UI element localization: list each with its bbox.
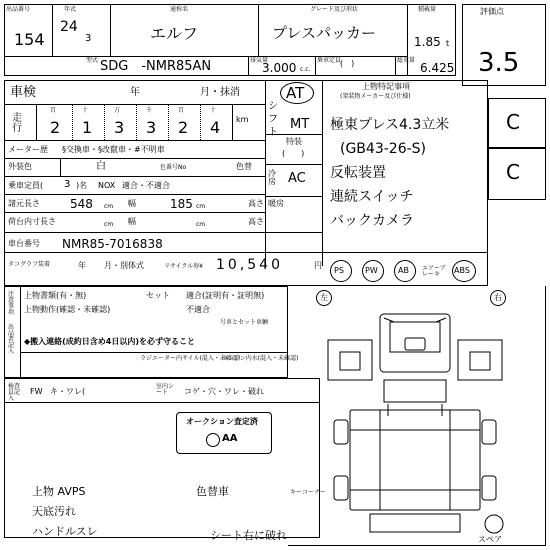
- handwritten-note: シート右に破れ: [210, 529, 287, 542]
- gvw: 6.425: [420, 61, 455, 75]
- score-label: 評価点: [480, 7, 504, 16]
- capacity-label: 乗車定員: [317, 57, 342, 64]
- unfit-label: 不適合: [186, 305, 210, 314]
- feature-line: (GB43-26-S): [340, 141, 426, 157]
- mileage-label: 走行: [12, 113, 22, 134]
- recycle-value: 10,540: [216, 257, 283, 273]
- width-label: 幅: [128, 199, 136, 208]
- digit-header: 十: [82, 107, 89, 114]
- engine: エンジン内水(混入・未確認): [222, 355, 299, 362]
- set-label: セット: [146, 291, 170, 300]
- digit-header: 十: [210, 107, 217, 114]
- length-value: 548: [70, 197, 93, 211]
- shaken-year: 年: [130, 87, 140, 98]
- warning: ◆搬入連絡(成約日含め4日以内)を必ず守ること: [24, 337, 196, 346]
- seat-label: 室内シート: [156, 383, 175, 396]
- abs-label: ABS: [454, 266, 470, 275]
- notes-vertical-label: 注意事項: [8, 291, 15, 316]
- loadcap-unit: t: [446, 39, 450, 48]
- seat-options: コゲ・穴・ワレ・破れ: [184, 387, 264, 396]
- mileage-digit: 4: [210, 118, 221, 137]
- exterior-score: C: [506, 160, 520, 184]
- right-label: 右: [494, 293, 502, 302]
- cm-1: cm: [104, 203, 114, 210]
- pw-label: PW: [365, 266, 378, 275]
- notes-vertical-label-2: 出品者記入: [8, 324, 15, 355]
- heater-label: 暖房: [268, 199, 284, 208]
- digit-header: 百: [178, 107, 185, 114]
- mileage-digit: 1: [82, 118, 93, 137]
- passengers-label: 乗車定員(: [8, 181, 44, 190]
- auction-brand: AA: [222, 433, 238, 444]
- nox-options: 適合・不適合: [122, 181, 170, 190]
- fit-label: 適合(証明有・証明無): [186, 291, 265, 300]
- model-label: 型式: [86, 57, 99, 64]
- lot-label: 出品番号: [6, 6, 31, 13]
- inspector-label: 検査員記入: [8, 383, 21, 402]
- cm-5: cm: [196, 221, 206, 228]
- score-value: 3.5: [478, 48, 520, 78]
- color-change: 色替: [236, 162, 252, 171]
- handwritten-note: ハンドルスレ: [32, 525, 98, 538]
- passengers-unit: )名: [76, 181, 88, 190]
- loadcap-label: 積載量: [418, 6, 437, 13]
- year-month: 3: [85, 33, 92, 44]
- fuel-mark: ( ): [340, 59, 355, 68]
- header-frame: [4, 4, 456, 76]
- mileage-digit: 3: [146, 118, 157, 137]
- feature-line: 極東プレス4.3立米: [330, 117, 450, 133]
- loadcap: 1.85: [414, 35, 441, 49]
- glass-options: キ・ワレ(: [50, 387, 86, 396]
- radiator: ラジエーター内サイル(混入・未確認): [140, 355, 241, 362]
- car-name-label: 通称名: [170, 6, 189, 13]
- interior-score: C: [506, 110, 520, 134]
- color-num-label: 色番号No: [160, 164, 187, 171]
- dim-label: 諸元長さ: [8, 199, 40, 208]
- keeper-label: キーコーナー: [290, 489, 327, 496]
- set-note: 号車とセット車輌: [220, 319, 269, 326]
- recycle-label: リサイクル券¥: [164, 263, 203, 270]
- op-label: 上物動作(確認・未確認): [24, 305, 111, 314]
- tacho-label: タコグラフ装着: [8, 261, 51, 268]
- width-value: 185: [170, 197, 193, 211]
- grade: プレスパッカー: [272, 24, 376, 42]
- ps-label: PS: [334, 266, 344, 275]
- year-label: 年式: [64, 6, 77, 13]
- grade-label: グレード及び形状: [310, 6, 359, 13]
- digit-header: 万: [114, 107, 121, 114]
- shaken-month: 月・抹消: [200, 87, 240, 98]
- shift-mt: MT: [290, 117, 310, 132]
- features-subtitle: (架装物メーカー及び仕様): [340, 93, 411, 100]
- auction-logo-icon: [206, 433, 220, 447]
- tacho-year: 年: [78, 261, 86, 270]
- cooler-label: 冷房: [268, 169, 276, 186]
- at-circle: [280, 82, 314, 104]
- height-label: 高さ: [248, 199, 264, 208]
- mileage-digit: 2: [50, 118, 61, 137]
- ac-value: AC: [288, 171, 306, 186]
- cargo-label: 荷台内寸長さ: [8, 217, 56, 226]
- meter-label: メーター歴: [8, 145, 48, 154]
- air-brake-label: エアーブレーキ: [422, 265, 446, 278]
- lot-number: 154: [14, 30, 45, 49]
- left-label: 左: [320, 293, 328, 302]
- chassis-label: 車台番号: [8, 239, 40, 248]
- cargo-height: 高さ: [248, 217, 264, 226]
- color-label: 外装色: [8, 162, 32, 171]
- ab-label: AB: [398, 266, 409, 275]
- recycle-unit: 円: [314, 261, 322, 270]
- handwritten-note: 色替車: [196, 485, 229, 498]
- year-era: 24: [60, 19, 78, 35]
- spare-label: スペア: [478, 535, 502, 544]
- cm-4: cm: [104, 221, 114, 228]
- feature-line: 連続スイッチ: [330, 189, 414, 205]
- features-title: 上物特記事項: [362, 82, 410, 91]
- displacement: 3.000: [262, 61, 297, 75]
- auction-title: オークション査定済: [186, 417, 258, 426]
- meter-options: §交換車・§改竄車・#不明車: [62, 145, 165, 154]
- chassis-value: NMR85-7016838: [62, 237, 163, 251]
- special-paren: ( ): [282, 149, 305, 158]
- shift-label: シフト: [268, 101, 278, 138]
- special-label: 特装: [286, 137, 302, 146]
- disp-unit: c.c.: [300, 66, 311, 73]
- feature-line: 反転装置: [330, 165, 386, 181]
- handwritten-note: 天底汚れ: [32, 505, 76, 518]
- km-unit: km: [236, 115, 249, 124]
- nox-label: NOX: [98, 181, 116, 190]
- disp-label: 排気量: [250, 57, 269, 64]
- feature-line: バックカメラ: [330, 213, 414, 229]
- fw-label: FW: [30, 387, 43, 396]
- truck-diagram: [310, 300, 520, 540]
- handwritten-note: 上物 AVPS: [32, 485, 86, 498]
- tacho-month: 月・別体式: [104, 261, 144, 270]
- color-value: 白: [96, 161, 106, 172]
- model: SDG -NMR85AN: [100, 59, 212, 74]
- digit-header: 百: [50, 107, 57, 114]
- passengers-value: 3: [64, 179, 71, 190]
- mileage-digit: 2: [178, 118, 189, 137]
- digit-header: 千: [146, 107, 153, 114]
- car-name: エルフ: [150, 24, 199, 43]
- cargo-width: 幅: [128, 217, 136, 226]
- shaken-label: 車検: [10, 85, 37, 100]
- docs-label: 上物書類(有・無): [24, 291, 87, 300]
- cm-2: cm: [196, 203, 206, 210]
- shift-at: AT: [286, 84, 305, 102]
- mileage-digit: 3: [114, 118, 125, 137]
- gvw-label: 総重量: [397, 57, 416, 64]
